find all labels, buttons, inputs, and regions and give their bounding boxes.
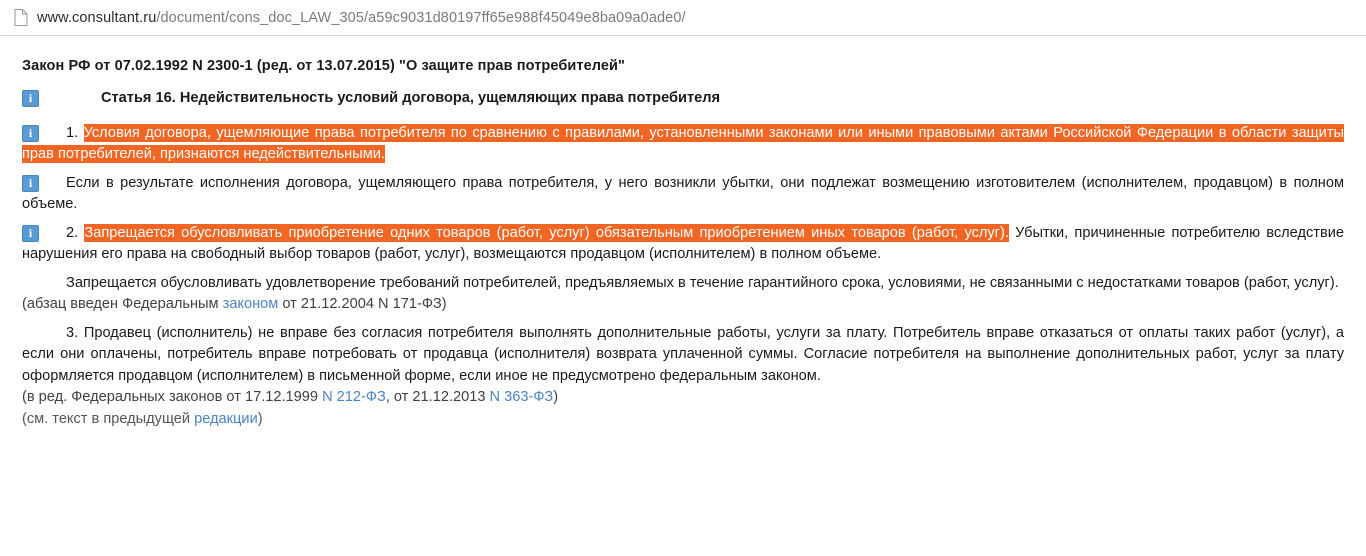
paragraph-1-tail-text: Если в результате исполнения договора, ущемляющего права потребителя, у него возникли убытки, они подлежат возмещению изготовителем (исполнителем, продавцом) в полном объеме. bbox=[22, 174, 1344, 212]
note-3-prefix: (см. текст в предыдущей bbox=[22, 410, 195, 427]
document-title: Закон РФ от 07.02.1992 N 2300-1 (ред. от 13.07.2015) "О защите прав потребителей" bbox=[22, 58, 626, 74]
note-3-suffix: ) bbox=[257, 410, 263, 427]
url-text bbox=[37, 10, 686, 26]
info-marker-icon[interactable] bbox=[22, 225, 39, 242]
paragraph-1-number: 1. bbox=[66, 124, 79, 141]
url-path: /document/cons_doc_LAW_305/a59c9031d80197ff65e988f45049e8ba09a0ade0/ bbox=[156, 9, 686, 26]
url-host: www.consultant.ru bbox=[37, 9, 157, 26]
document-body bbox=[0, 36, 1366, 430]
paragraph-4-block bbox=[22, 323, 1344, 388]
paragraph-4-text: 3. Продавец (исполнитель) не вправе без согласия потребителя выполнять дополнительные работы, услуги за плату. Потребитель вправе отказаться от оплаты таких работ (услуг), а если они оплачены, потребитель вправе потребовать от продавца (исполнителя) возврата уплаченной суммы. Согласие потребителя на выполнение дополнительных работ, услуг за плату оформляется продавцом (исполнителем) в письменной форме, если иное не предусмотрено федеральным законом. bbox=[22, 324, 1344, 384]
note-1-link[interactable]: законом bbox=[222, 296, 279, 312]
paragraph-1 bbox=[22, 123, 1344, 166]
paragraph-2-tail-text: Убытки, причиненные потребителю вследствие нарушения его права на свободный выбор товаров (работ, услуг), возмещаются продавцом (исполнителем) в полном объеме. bbox=[22, 224, 1344, 262]
paragraph-3-text: Запрещается обусловливать удовлетворение требований потребителей, предъявляемых в течение гарантийного срока, условиями, не связанными с недостатками товаров (работ, услуг). bbox=[66, 274, 1339, 291]
paragraph-2-highlight: Запрещается обусловливать приобретение одних товаров (работ, услуг) обязательным приобретением иных товаров (работ, услуг). bbox=[84, 224, 1009, 241]
document-icon bbox=[14, 9, 28, 26]
note-2-prefix: (в ред. Федеральных законов от 17.12.1999 bbox=[22, 389, 323, 405]
browser-url-bar[interactable] bbox=[0, 0, 1366, 36]
note-1 bbox=[22, 294, 1344, 316]
note-2 bbox=[22, 387, 1344, 409]
paragraph-2-block bbox=[22, 223, 1344, 266]
note-2-link-1[interactable]: N 212-ФЗ bbox=[322, 389, 386, 405]
article-heading-block bbox=[22, 88, 1344, 110]
note-3 bbox=[22, 409, 1344, 431]
note-3-link[interactable]: редакции bbox=[194, 410, 258, 427]
note-1-suffix: от 21.12.2004 N 171-ФЗ) bbox=[278, 296, 447, 312]
info-marker-icon[interactable] bbox=[22, 175, 39, 192]
paragraph-1-block bbox=[22, 123, 1344, 166]
note-2-suffix: ) bbox=[553, 389, 559, 405]
info-marker-icon[interactable] bbox=[22, 125, 39, 142]
note-1-block bbox=[22, 294, 1344, 316]
note-2-link-2[interactable]: N 363-ФЗ bbox=[489, 389, 554, 405]
info-marker-icon[interactable] bbox=[22, 90, 39, 107]
note-1-prefix: (абзац введен Федеральным bbox=[22, 296, 223, 312]
paragraph-3 bbox=[22, 273, 1344, 295]
paragraph-2 bbox=[22, 223, 1344, 266]
paragraph-1-highlight: Условия договора, ущемляющие права потребителя по сравнению с правилами, установленными законами или иными правовыми актами Российской Федерации в области защиты прав потребителей, признаются недействительными. bbox=[22, 124, 1345, 162]
note-2-block bbox=[22, 387, 1344, 409]
note-2-mid: , от 21.12.2013 bbox=[385, 389, 490, 405]
note-3-block bbox=[22, 409, 1344, 431]
paragraph-4 bbox=[22, 323, 1344, 388]
paragraph-3-block bbox=[22, 273, 1344, 295]
paragraph-1-tail-block bbox=[22, 173, 1344, 216]
paragraph-2-number: 2. bbox=[66, 224, 79, 241]
paragraph-1-tail bbox=[22, 173, 1344, 216]
article-heading: Статья 16. Недействительность условий договора, ущемляющих права потребителя bbox=[101, 90, 721, 106]
